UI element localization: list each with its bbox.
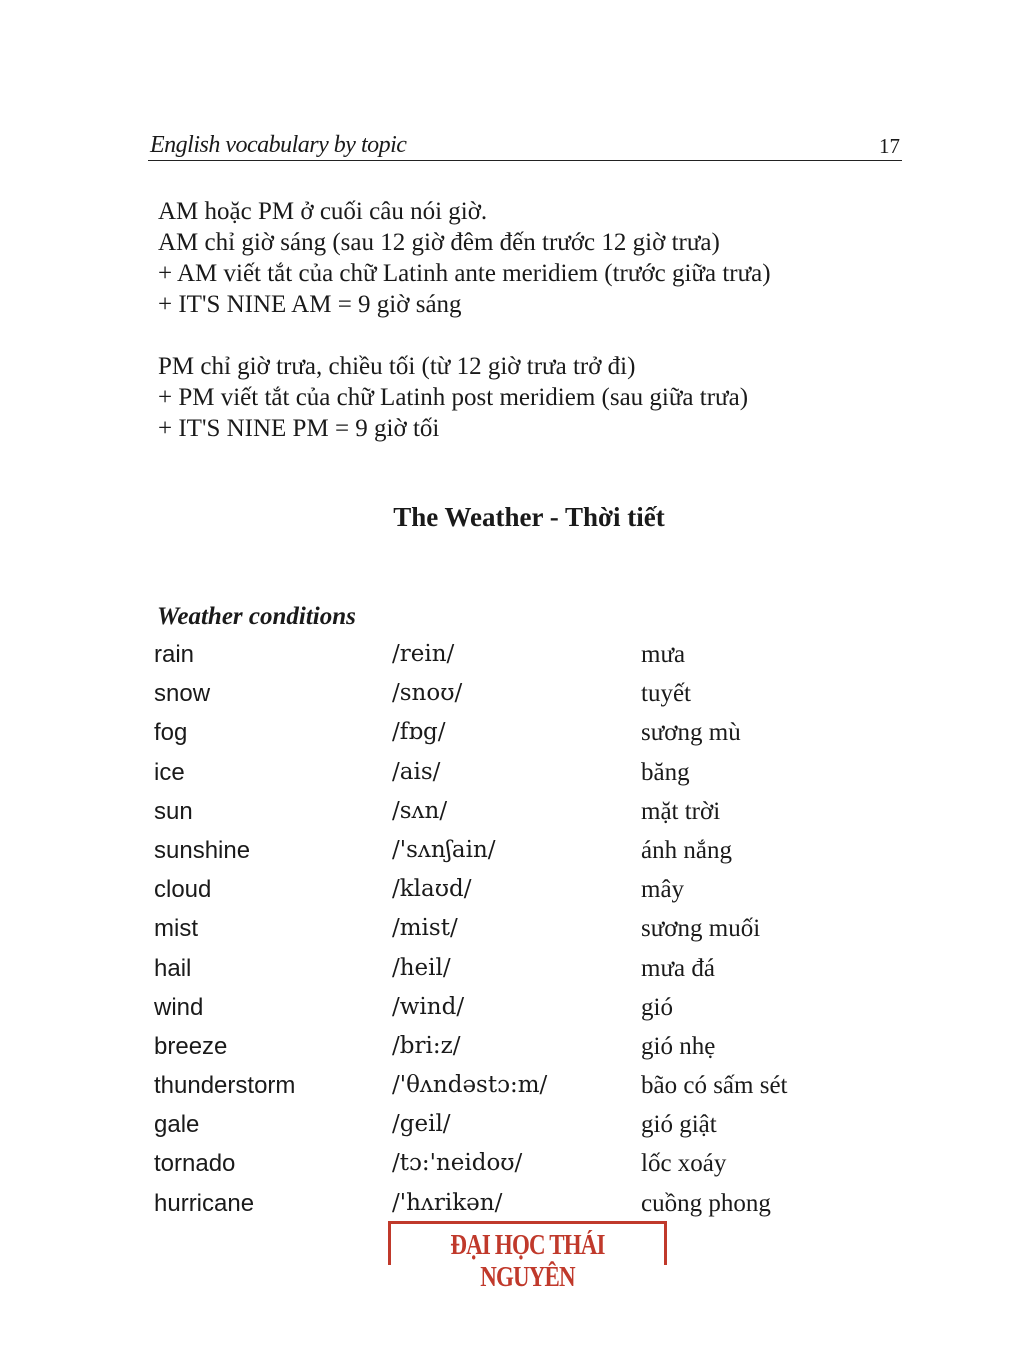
vocab-row bbox=[153, 837, 853, 876]
intro-notes bbox=[158, 196, 771, 444]
vocab-ipa: /'θʌndəstɔ:m/ bbox=[392, 1072, 548, 1099]
vocab-meaning: gió giật bbox=[641, 1111, 717, 1139]
vocab-ipa: /fɒg/ bbox=[392, 719, 446, 746]
vocab-meaning: gió bbox=[641, 993, 673, 1021]
am-line: AM chỉ giờ sáng (sau 12 giờ đêm đến trước 12 giờ trưa) bbox=[158, 229, 720, 256]
vocab-meaning: gió nhẹ bbox=[641, 1032, 716, 1060]
running-header bbox=[148, 128, 902, 161]
subheading: Weather conditions bbox=[157, 603, 356, 630]
vocab-word: thunderstorm bbox=[154, 1072, 296, 1100]
vocab-ipa: /heil/ bbox=[392, 954, 451, 981]
vocab-word: gale bbox=[154, 1111, 200, 1139]
vocab-row bbox=[153, 680, 853, 719]
vocab-meaning: cuồng phong bbox=[641, 1189, 771, 1217]
library-stamp bbox=[388, 1221, 667, 1293]
vocab-ipa: /snoʊ/ bbox=[392, 680, 463, 707]
vocab-meaning: băng bbox=[641, 758, 690, 786]
vocab-meaning: sương mù bbox=[641, 719, 741, 747]
vocab-row bbox=[153, 1033, 853, 1072]
vocab-meaning: mây bbox=[641, 876, 685, 904]
vocab-word: rain bbox=[154, 641, 195, 668]
vocab-row bbox=[153, 1150, 853, 1189]
stamp-text: ĐẠI HỌC THÁI NGUYÊN bbox=[450, 1230, 605, 1293]
am-line: + IT'S NINE AM = 9 giờ sáng bbox=[158, 291, 462, 318]
vocab-row bbox=[153, 876, 853, 915]
am-explanation bbox=[158, 196, 771, 320]
vocab-ipa: /mist/ bbox=[392, 915, 458, 942]
vocab-word: ice bbox=[154, 758, 185, 786]
vocab-ipa: /'sʌnʃain/ bbox=[392, 836, 496, 863]
vocabulary-table bbox=[153, 641, 853, 1229]
vocab-meaning: mặt trời bbox=[641, 797, 721, 825]
vocab-word: mist bbox=[154, 915, 198, 943]
vocab-row bbox=[153, 798, 853, 837]
page-number: 17 bbox=[879, 134, 900, 158]
vocab-ipa: /sʌn/ bbox=[392, 797, 448, 824]
vocab-row bbox=[153, 1111, 853, 1150]
vocab-row bbox=[153, 955, 853, 994]
vocab-word: sun bbox=[154, 797, 193, 825]
vocab-ipa: /geil/ bbox=[392, 1111, 451, 1138]
pm-explanation bbox=[158, 351, 771, 444]
vocab-meaning: lốc xoáy bbox=[641, 1150, 727, 1178]
vocab-ipa: /wind/ bbox=[392, 993, 465, 1020]
pm-line: PM chỉ giờ trưa, chiều tối (từ 12 giờ trưa trở đi) bbox=[158, 353, 636, 380]
vocab-row bbox=[153, 994, 853, 1033]
vocab-word: sunshine bbox=[154, 836, 251, 864]
pm-line: + IT'S NINE PM = 9 giờ tối bbox=[158, 415, 440, 442]
section-title: The Weather - Thời tiết bbox=[393, 502, 665, 532]
vocab-row bbox=[153, 1072, 853, 1111]
vocab-ipa: /tɔ:'neidoʊ/ bbox=[392, 1150, 523, 1177]
vocab-meaning: sương muối bbox=[641, 915, 761, 943]
vocab-word: cloud bbox=[154, 876, 212, 904]
vocab-word: snow bbox=[154, 680, 211, 708]
am-line: AM hoặc PM ở cuối câu nói giờ. bbox=[158, 198, 488, 225]
vocab-word: breeze bbox=[154, 1032, 228, 1060]
vocab-meaning: ánh nắng bbox=[641, 836, 732, 864]
vocab-word: hurricane bbox=[154, 1189, 255, 1217]
vocab-row bbox=[153, 915, 853, 954]
vocab-row bbox=[153, 719, 853, 758]
vocab-meaning: bão có sấm sét bbox=[641, 1072, 788, 1100]
vocab-meaning: tuyết bbox=[641, 680, 691, 708]
vocab-meaning: mưa đá bbox=[641, 954, 715, 982]
vocab-ipa: /'hʌrikən/ bbox=[392, 1189, 503, 1216]
vocab-word: fog bbox=[154, 719, 188, 747]
vocab-word: tornado bbox=[154, 1150, 236, 1178]
vocab-word: hail bbox=[154, 954, 192, 982]
vocab-ipa: /rein/ bbox=[392, 641, 455, 667]
vocab-row bbox=[153, 641, 853, 680]
vocab-row bbox=[153, 759, 853, 798]
vocab-ipa: /bri:z/ bbox=[392, 1032, 461, 1059]
pm-line: + PM viết tắt của chữ Latinh post meridiem (sau giữa trưa) bbox=[158, 384, 749, 411]
vocab-ipa: /klaʊd/ bbox=[392, 876, 472, 903]
vocab-word: wind bbox=[154, 993, 204, 1021]
vocab-meaning: mưa bbox=[641, 641, 686, 668]
am-line: + AM viết tắt của chữ Latinh ante meridiem (trước giữa trưa) bbox=[158, 260, 771, 287]
running-title: English vocabulary by topic bbox=[150, 132, 407, 158]
vocab-ipa: /ais/ bbox=[392, 758, 441, 785]
